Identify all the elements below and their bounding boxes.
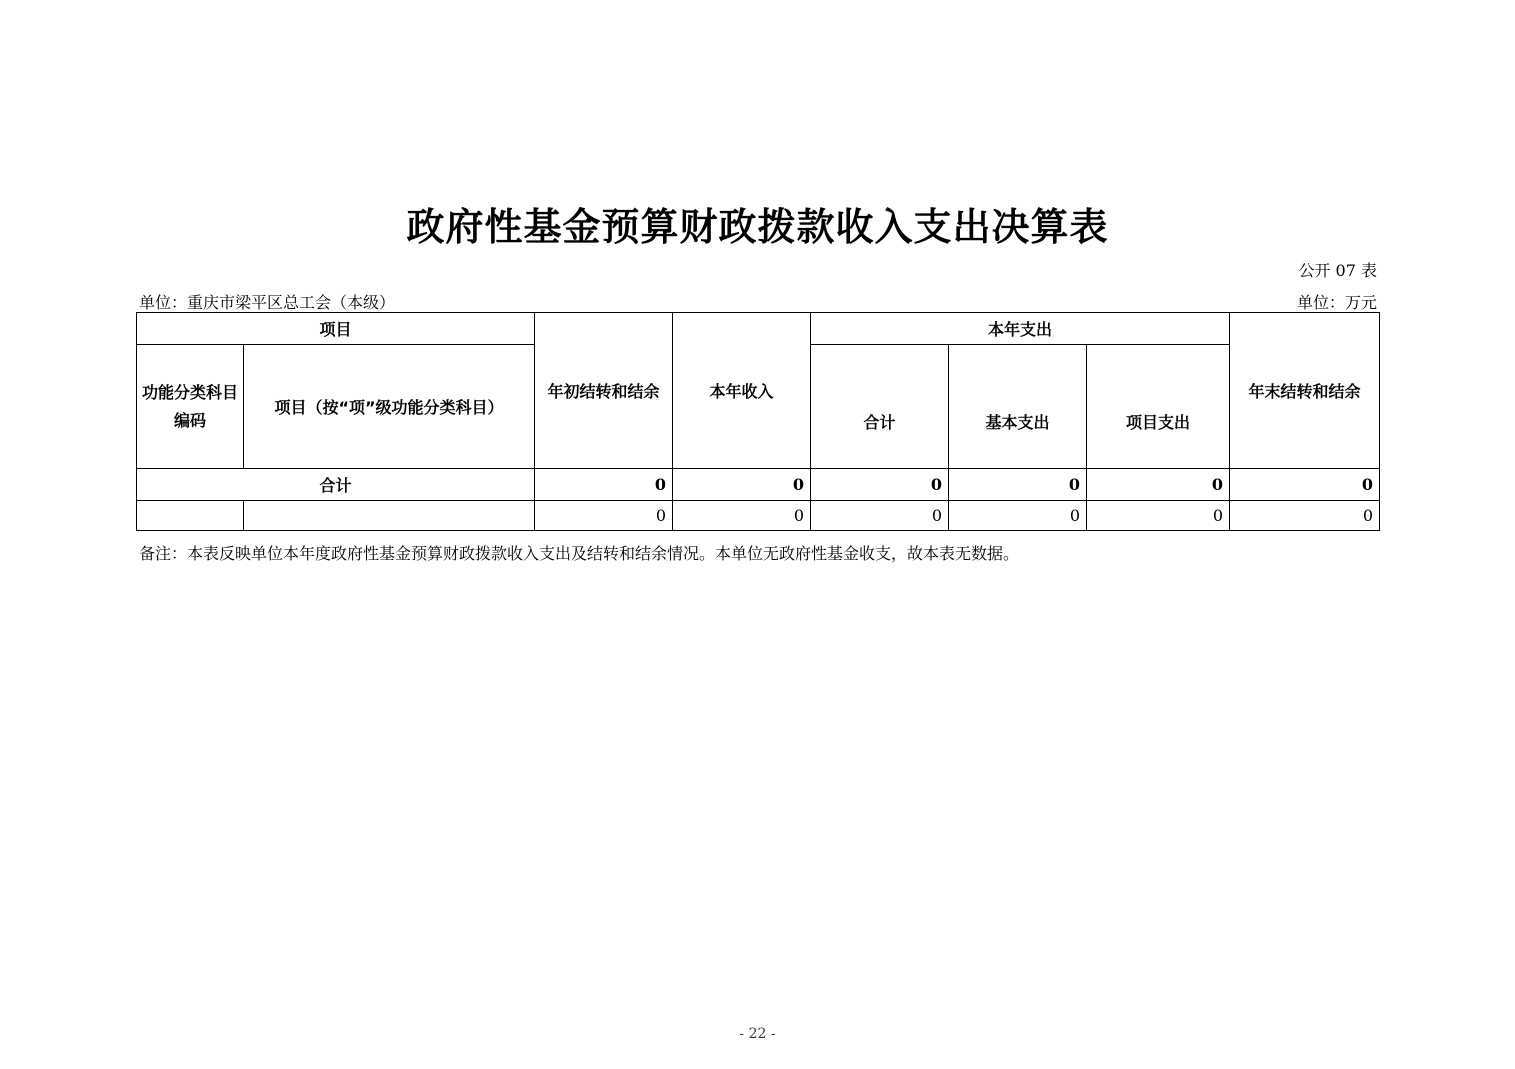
header-row-1 <box>137 313 1380 345</box>
reporting-unit: 单位：重庆市梁平区总工会（本级） <box>139 293 396 312</box>
row-exp-basic: 0 <box>949 501 1087 531</box>
header-project-name: 项目（按“项”级功能分类科目） <box>244 345 535 469</box>
header-exp-basic: 基本支出 <box>949 345 1087 469</box>
row-end-balance: 0 <box>1230 501 1380 531</box>
header-exp-total: 合计 <box>811 345 949 469</box>
total-income: 0 <box>673 469 811 501</box>
total-begin-balance: 0 <box>535 469 673 501</box>
total-end-balance: 0 <box>1230 469 1380 501</box>
form-number: 公开 07 表 <box>1298 261 1377 280</box>
row-exp-total: 0 <box>811 501 949 531</box>
row-income: 0 <box>673 501 811 531</box>
header-begin-balance: 年初结转和结余 <box>535 313 673 469</box>
row-func-code <box>137 501 244 531</box>
currency-unit: 单位：万元 <box>1296 293 1377 312</box>
total-exp-basic: 0 <box>949 469 1087 501</box>
total-exp-total: 0 <box>811 469 949 501</box>
total-row <box>137 469 1380 501</box>
total-exp-project: 0 <box>1087 469 1230 501</box>
header-end-balance: 年末结转和结余 <box>1230 313 1380 469</box>
footnote: 备注：本表反映单位本年度政府性基金预算财政拨款收入支出及结转和结余情况。本单位无政府性基金收支，故本表无数据。 <box>139 544 1020 563</box>
row-exp-project: 0 <box>1087 501 1230 531</box>
header-income: 本年收入 <box>673 313 811 469</box>
header-expenditure: 本年支出 <box>811 313 1230 345</box>
header-func-code: 功能分类科目编码 <box>137 345 244 469</box>
page-number: - 22 - <box>739 1026 776 1042</box>
header-project: 项目 <box>137 313 535 345</box>
table-row <box>137 501 1380 531</box>
budget-table <box>136 312 1380 531</box>
page-title: 政府性基金预算财政拨款收入支出决算表 <box>406 204 1109 249</box>
row-project-name <box>244 501 535 531</box>
header-exp-project: 项目支出 <box>1087 345 1230 469</box>
row-begin-balance: 0 <box>535 501 673 531</box>
total-label: 合计 <box>137 469 535 501</box>
